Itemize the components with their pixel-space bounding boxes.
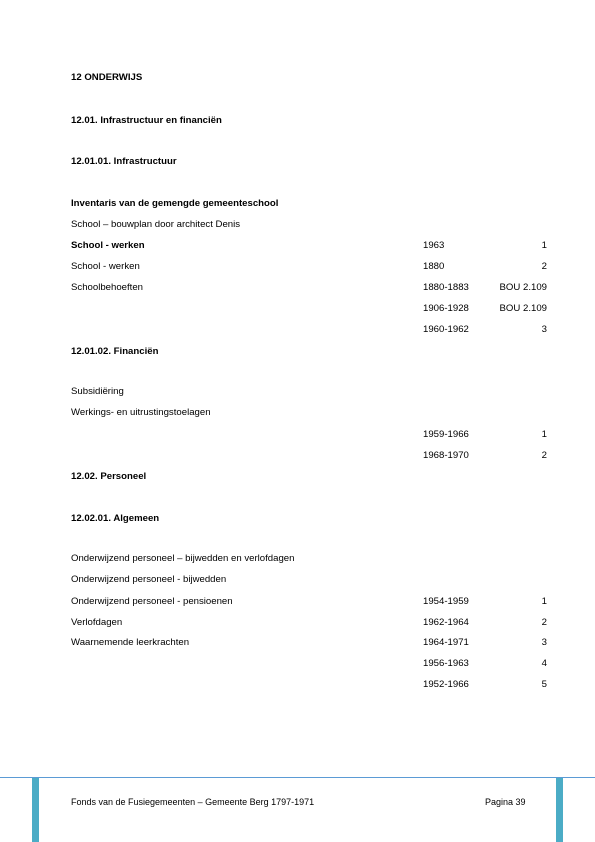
entry-label: Waarnemende leerkrachten (71, 637, 190, 648)
subsubsection-heading: 12.01.01. Infrastructuur (71, 156, 177, 167)
entry-date: 1880-1883 (423, 282, 469, 293)
footer-bar-right (556, 778, 563, 842)
entry-code: 2 (541, 261, 547, 272)
inventory-subtitle: Onderwijzend personeel - bijwedden (71, 574, 227, 585)
entry-date: 1956-1963 (423, 658, 469, 669)
entry-label: School - werken (71, 261, 140, 272)
entry-code: 1 (541, 240, 547, 251)
entry-label: Onderwijzend personeel - pensioenen (71, 596, 233, 607)
subsubsection-heading: 12.01.02. Financiën (71, 346, 159, 357)
entry-date: 1954-1959 (423, 596, 469, 607)
entry-code: 4 (541, 658, 547, 669)
entry-code: 2 (541, 450, 547, 461)
inventory-subtitle: School – bouwplan door architect Denis (71, 219, 241, 230)
entry-code: BOU 2.109 (499, 303, 547, 314)
inventory-subtitle: Werkings- en uitrustingstoelagen (71, 407, 211, 418)
entry-code: 3 (541, 324, 547, 335)
entry-date: 1960-1962 (423, 324, 469, 335)
entry-date: 1963 (423, 240, 445, 251)
inventory-title: Subsidiëring (71, 386, 124, 397)
section-heading: 12 ONDERWIJS (71, 72, 143, 83)
entry-date: 1964-1971 (423, 637, 469, 648)
inventory-title: Onderwijzend personeel – bijwedden en verlofdagen (71, 553, 295, 564)
entry-label: School - werken (71, 240, 145, 251)
subsection-heading: 12.01. Infrastructuur en financiën (71, 115, 222, 126)
subsection-heading: 12.02. Personeel (71, 471, 147, 482)
entry-code: 3 (541, 637, 547, 648)
entry-code: 5 (541, 679, 547, 690)
entry-label: Schoolbehoeften (71, 282, 144, 293)
entry-date: 1906-1928 (423, 303, 469, 314)
entry-date: 1952-1966 (423, 679, 469, 690)
footer-title: Fonds van de Fusiegemeenten – Gemeente Berg 1797-1971 (71, 797, 315, 807)
entry-code: BOU 2.109 (499, 282, 547, 293)
entry-code: 2 (541, 617, 547, 628)
page-number: Pagina 39 (485, 797, 526, 807)
footer-divider (0, 777, 595, 778)
entry-code: 1 (541, 429, 547, 440)
entry-date: 1968-1970 (423, 450, 469, 461)
entry-date: 1880 (423, 261, 445, 272)
inventory-title: Inventaris van de gemengde gemeenteschool (71, 198, 279, 209)
subsubsection-heading: 12.02.01. Algemeen (71, 513, 160, 524)
entry-label: Verlofdagen (71, 617, 123, 628)
entry-date: 1959-1966 (423, 429, 469, 440)
entry-date: 1962-1964 (423, 617, 469, 628)
entry-code: 1 (541, 596, 547, 607)
footer-bar-left (32, 778, 39, 842)
